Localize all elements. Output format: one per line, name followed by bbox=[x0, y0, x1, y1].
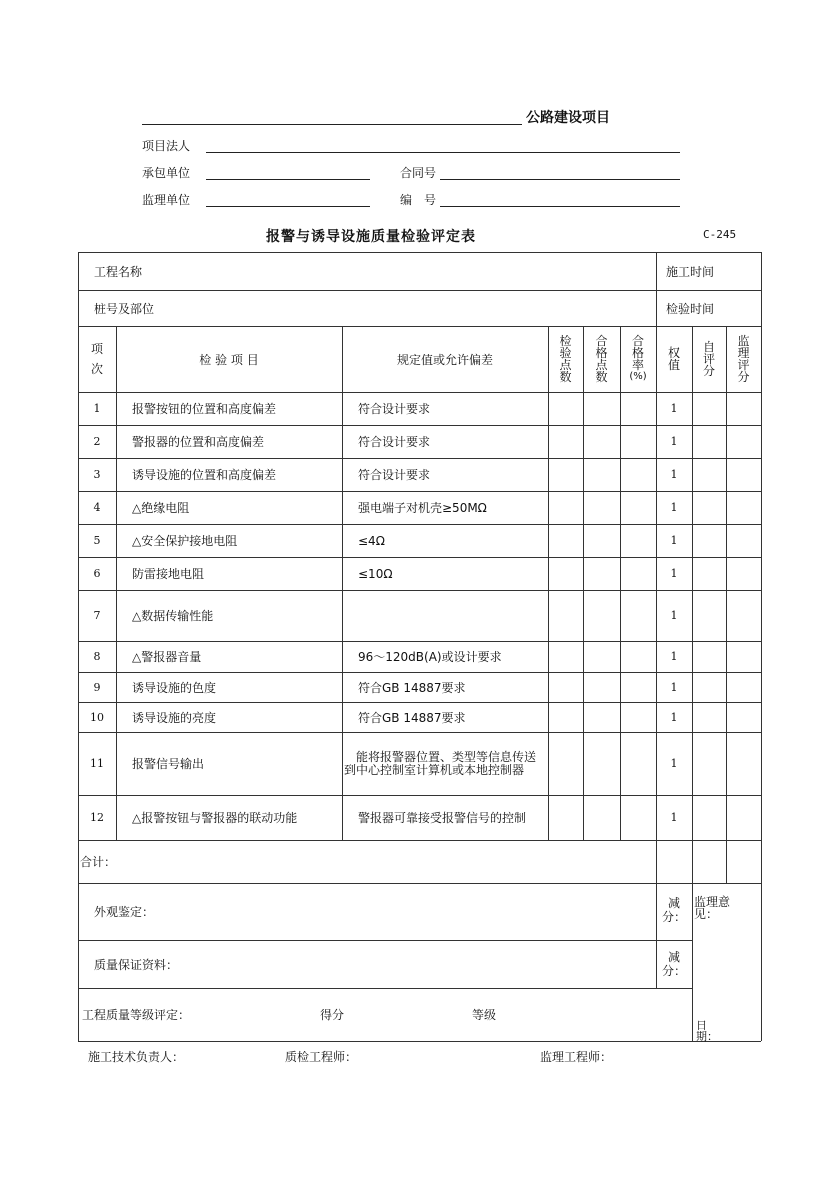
row-self-score[interactable] bbox=[692, 590, 726, 641]
row-spec: 符合设计要求 bbox=[358, 435, 431, 449]
row-supervisor-score[interactable] bbox=[726, 458, 761, 491]
date-label: 日期： bbox=[696, 1019, 718, 1043]
row-self-score[interactable] bbox=[692, 672, 726, 702]
row-no: 7 bbox=[93, 609, 101, 622]
row-no: 8 bbox=[93, 650, 101, 663]
col-weight-text: 权 值 bbox=[667, 346, 680, 372]
row-item: △安全保护接地电阻 bbox=[132, 534, 238, 548]
col-item: 检 验 项 目 bbox=[199, 352, 259, 367]
row-spec: 强电端子对机壳≥50MΩ bbox=[358, 501, 487, 515]
deduction-label-1: 减分： bbox=[661, 896, 686, 924]
sign-qc-label: 质检工程师： bbox=[285, 1050, 358, 1064]
row-pass-points[interactable] bbox=[583, 590, 620, 641]
station-value[interactable] bbox=[200, 290, 650, 326]
row-check-points[interactable] bbox=[548, 557, 583, 590]
row-self-score[interactable] bbox=[692, 732, 726, 795]
row-pass-rate[interactable] bbox=[620, 795, 656, 840]
row-spec: ≤4Ω bbox=[358, 533, 385, 548]
row-spec: 符合设计要求 bbox=[358, 402, 431, 416]
row-check-points[interactable] bbox=[548, 795, 583, 840]
row-supervisor-score[interactable] bbox=[726, 672, 761, 702]
row-pass-rate[interactable] bbox=[620, 732, 656, 795]
contractor-field[interactable] bbox=[206, 179, 370, 180]
col-weight bbox=[656, 326, 692, 392]
row-spec: 符合GB 14887要求 bbox=[358, 710, 466, 725]
sign-supervisor-label: 监理工程师： bbox=[540, 1050, 613, 1064]
legal-person-label: 项目法人 bbox=[142, 139, 191, 153]
col-pass-rate-text: 合 格 率 (%) bbox=[629, 334, 647, 382]
col-pass-rate bbox=[620, 326, 656, 392]
row-pass-points[interactable] bbox=[583, 672, 620, 702]
row-supervisor-score[interactable] bbox=[726, 702, 761, 732]
row-supervisor-score[interactable] bbox=[726, 557, 761, 590]
row-pass-rate[interactable] bbox=[620, 524, 656, 557]
col-spec: 规定值或允许偏差 bbox=[396, 352, 493, 367]
supervisor-unit-label: 监理单位 bbox=[142, 193, 191, 207]
row-supervisor-score[interactable] bbox=[726, 795, 761, 840]
row-supervisor-score[interactable] bbox=[726, 590, 761, 641]
row-spec: 能将报警器位置、类型等信息传送到中心控制室计算机或本地控制器 bbox=[344, 749, 537, 777]
total-label: 合计： bbox=[80, 855, 117, 869]
row-check-points[interactable] bbox=[548, 702, 583, 732]
row-item: △报警按钮与警报器的联动功能 bbox=[132, 811, 298, 825]
form-title: 报警与诱导设施质量检验评定表 bbox=[266, 229, 476, 245]
row-weight: 1 bbox=[670, 435, 678, 448]
row-pass-points[interactable] bbox=[583, 392, 620, 425]
row-supervisor-score[interactable] bbox=[726, 641, 761, 672]
quality-docs-label: 质量保证资料： bbox=[94, 957, 179, 972]
row-pass-rate[interactable] bbox=[620, 641, 656, 672]
col-supervisor-score bbox=[726, 326, 761, 392]
contractor-label: 承包单位 bbox=[142, 166, 191, 180]
score-value[interactable] bbox=[350, 1000, 450, 1030]
row-no: 5 bbox=[93, 534, 101, 547]
row-item: △数据传输性能 bbox=[132, 609, 214, 623]
row-supervisor-score[interactable] bbox=[726, 392, 761, 425]
col-self-score-text: 自 评 分 bbox=[702, 340, 715, 378]
level-value[interactable] bbox=[502, 1000, 602, 1030]
row-item: 诱导设施的色度 bbox=[132, 680, 217, 695]
row-spec: 96～120dB(A)或设计要求 bbox=[358, 650, 502, 664]
row-pass-points[interactable] bbox=[583, 557, 620, 590]
row-pass-rate[interactable] bbox=[620, 458, 656, 491]
row-self-score[interactable] bbox=[692, 795, 726, 840]
supervisor-opinion-value[interactable] bbox=[694, 925, 760, 1015]
row-item: △警报器音量 bbox=[132, 650, 202, 664]
contract-no-label: 合同号 bbox=[400, 166, 437, 180]
row-self-score[interactable] bbox=[692, 491, 726, 524]
row-no: 10 bbox=[90, 710, 104, 724]
row-spec: 符合GB 14887要求 bbox=[358, 680, 466, 695]
level-label: 等级 bbox=[472, 1008, 497, 1022]
row-self-score[interactable] bbox=[692, 641, 726, 672]
row-check-points[interactable] bbox=[548, 590, 583, 641]
col-supervisor-score-text: 监 理 评 分 bbox=[737, 334, 750, 384]
col-check-points-text: 检 验 点 数 bbox=[559, 334, 572, 384]
row-self-score[interactable] bbox=[692, 392, 726, 425]
row-item: △绝缘电阻 bbox=[132, 501, 190, 515]
row-self-score[interactable] bbox=[692, 557, 726, 590]
supervisor-opinion-label: 监理意见： bbox=[694, 895, 731, 921]
row-pass-rate[interactable] bbox=[620, 491, 656, 524]
inspection-time-label: 检验时间 bbox=[666, 301, 715, 316]
sign-construction-label: 施工技术负责人： bbox=[88, 1050, 185, 1064]
row-item: 诱导设施的亮度 bbox=[132, 710, 217, 725]
row-pass-points[interactable] bbox=[583, 524, 620, 557]
project-name-line[interactable] bbox=[142, 124, 522, 125]
row-supervisor-score[interactable] bbox=[726, 425, 761, 458]
station-label: 桩号及部位 bbox=[94, 301, 155, 316]
supervisor-unit-field[interactable] bbox=[206, 206, 370, 207]
col-pass-points-text: 合 格 点 数 bbox=[595, 334, 608, 384]
row-weight: 1 bbox=[670, 757, 678, 770]
row-item: 报警信号输出 bbox=[132, 757, 205, 771]
row-pass-points[interactable] bbox=[583, 795, 620, 840]
row-weight: 1 bbox=[670, 650, 678, 663]
row-spec bbox=[358, 590, 544, 641]
row-weight: 1 bbox=[670, 811, 678, 824]
quality-docs-value[interactable] bbox=[200, 940, 650, 988]
form-code: C-245 bbox=[703, 228, 737, 241]
row-no: 2 bbox=[93, 435, 101, 448]
row-supervisor-score[interactable] bbox=[726, 491, 761, 524]
row-pass-rate[interactable] bbox=[620, 392, 656, 425]
row-self-score[interactable] bbox=[692, 702, 726, 732]
score-label: 得分 bbox=[320, 1008, 345, 1022]
total-self-score[interactable] bbox=[692, 840, 726, 883]
contract-no-field[interactable] bbox=[440, 179, 680, 180]
project-suffix: 公路建设项目 bbox=[526, 110, 610, 126]
row-pass-rate[interactable] bbox=[620, 702, 656, 732]
row-no: 12 bbox=[90, 811, 104, 824]
row-pass-points[interactable] bbox=[583, 702, 620, 732]
row-supervisor-score[interactable] bbox=[726, 524, 761, 557]
total-weight[interactable] bbox=[656, 840, 692, 883]
row-item: 诱导设施的位置和高度偏差 bbox=[132, 468, 277, 482]
project-name-label: 工程名称 bbox=[94, 264, 143, 279]
row-spec: ≤10Ω bbox=[358, 566, 393, 581]
row-item: 报警按钮的位置和高度偏差 bbox=[132, 402, 277, 416]
row-item: 警报器的位置和高度偏差 bbox=[132, 435, 265, 449]
row-weight: 1 bbox=[670, 468, 678, 481]
appearance-value[interactable] bbox=[200, 883, 650, 940]
row-weight: 1 bbox=[670, 402, 678, 415]
appearance-label: 外观鉴定： bbox=[94, 905, 155, 919]
total-supervisor-score[interactable] bbox=[726, 840, 761, 883]
row-pass-points[interactable] bbox=[583, 425, 620, 458]
row-weight: 1 bbox=[670, 680, 678, 694]
row-pass-points[interactable] bbox=[583, 641, 620, 672]
row-check-points[interactable] bbox=[548, 491, 583, 524]
serial-no-field[interactable] bbox=[440, 206, 680, 207]
row-pass-points[interactable] bbox=[583, 458, 620, 491]
row-no: 9 bbox=[93, 680, 101, 694]
row-no: 1 bbox=[93, 402, 101, 415]
col-check-points bbox=[548, 326, 583, 392]
row-spec: 警报器可靠接受报警信号的控制 bbox=[358, 811, 527, 825]
row-no: 4 bbox=[93, 501, 101, 514]
row-pass-points[interactable] bbox=[583, 491, 620, 524]
row-check-points[interactable] bbox=[548, 458, 583, 491]
row-pass-rate[interactable] bbox=[620, 590, 656, 641]
project-name-value[interactable] bbox=[200, 252, 650, 290]
row-self-score[interactable] bbox=[692, 524, 726, 557]
row-self-score[interactable] bbox=[692, 458, 726, 491]
legal-person-field[interactable] bbox=[206, 152, 680, 153]
row-check-points[interactable] bbox=[548, 732, 583, 795]
row-weight: 1 bbox=[670, 609, 678, 622]
row-no: 11 bbox=[90, 757, 104, 770]
construction-time-label: 施工时间 bbox=[666, 264, 715, 279]
row-check-points[interactable] bbox=[548, 425, 583, 458]
row-check-points[interactable] bbox=[548, 641, 583, 672]
col-pass-points bbox=[583, 326, 620, 392]
col-self-score bbox=[692, 326, 726, 392]
grade-label: 工程质量等级评定： bbox=[82, 1008, 191, 1022]
row-pass-rate[interactable] bbox=[620, 672, 656, 702]
col-item-no-text: 项 次 bbox=[90, 342, 103, 376]
row-check-points[interactable] bbox=[548, 524, 583, 557]
deduction-label-2: 减分： bbox=[661, 950, 686, 978]
row-no: 6 bbox=[93, 567, 101, 580]
row-pass-points[interactable] bbox=[583, 732, 620, 795]
row-no: 3 bbox=[93, 468, 101, 481]
row-pass-rate[interactable] bbox=[620, 557, 656, 590]
row-weight: 1 bbox=[670, 567, 678, 580]
row-check-points[interactable] bbox=[548, 392, 583, 425]
row-self-score[interactable] bbox=[692, 425, 726, 458]
row-weight: 1 bbox=[670, 501, 678, 514]
row-check-points[interactable] bbox=[548, 672, 583, 702]
row-spec: 符合设计要求 bbox=[358, 468, 431, 482]
row-supervisor-score[interactable] bbox=[726, 732, 761, 795]
row-weight: 1 bbox=[670, 710, 678, 724]
serial-no-label: 编 号 bbox=[400, 193, 437, 207]
row-item: 防雷接地电阻 bbox=[132, 567, 205, 581]
col-item-no bbox=[78, 326, 116, 392]
row-weight: 1 bbox=[670, 534, 678, 547]
row-pass-rate[interactable] bbox=[620, 425, 656, 458]
